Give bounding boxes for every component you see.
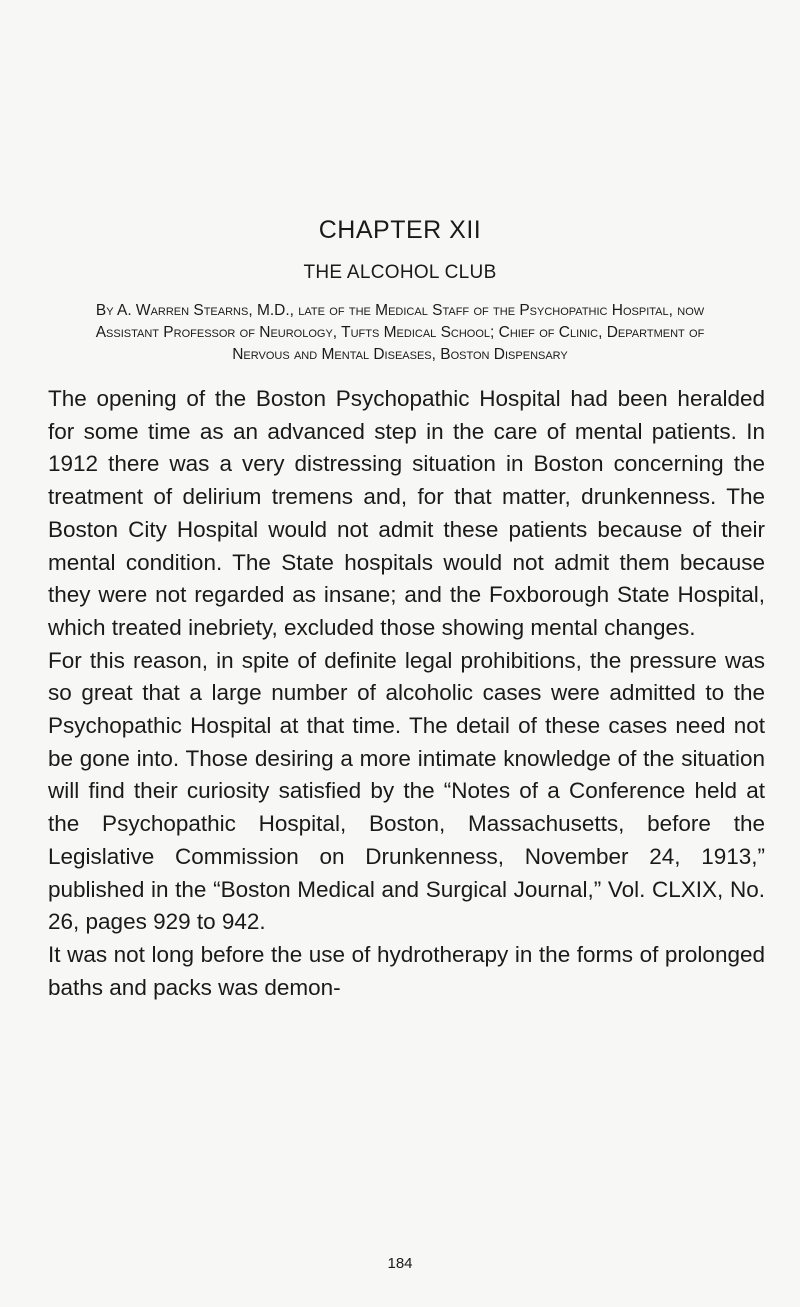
body-text (48, 383, 765, 1004)
paragraph-3: It was not long before the use of hydrotherapy in the forms of prolonged baths and packs was demon- (48, 941, 765, 1000)
chapter-title: THE ALCOHOL CLUB (303, 262, 497, 283)
paragraph-2: For this reason, in spite of definite legal prohibitions, the pressure was so great that a large number of alcoholic cases were admitted to the Psychopathic Hospital at that time. The detail of these cases need not be gone into. Those desiring a more intimate knowledge of the situation will find their curiosity satisfied by the “Notes of a Conference held at the Psychopathic Hospital, Boston, Massachusetts, before the Legislative Commission on Drunkenness, November 24, 1913,” published in the “Boston Medical and Surgical Journal,” Vol. CLXIX, No. 26, pages 929 to 942. (48, 647, 765, 935)
author-byline: By A. Warren Stearns, M.D., late of the Medical Staff of the Psychopathic Hospital, now Assistant Professor of Neurology, Tufts Medical School; Chief of Clinic, Department of Nervous and Mental Diseases, Boston Dispensary (95, 302, 705, 363)
page-number: 184 (387, 1255, 413, 1272)
paragraph-1: The opening of the Boston Psychopathic Hospital had been heralded for some time as an advanced step in the care of mental patients. In 1912 there was a very distressing situation in Boston concerning the treatment of delirium tremens and, for that matter, drunkenness. The Boston City Hospital would not admit these patients because of their mental condition. The State hospitals would not admit them because they were not regarded as insane; and the Foxborough State Hospital, which treated inebriety, excluded those showing mental changes. (48, 386, 765, 640)
chapter-heading: CHAPTER XII (318, 216, 482, 244)
